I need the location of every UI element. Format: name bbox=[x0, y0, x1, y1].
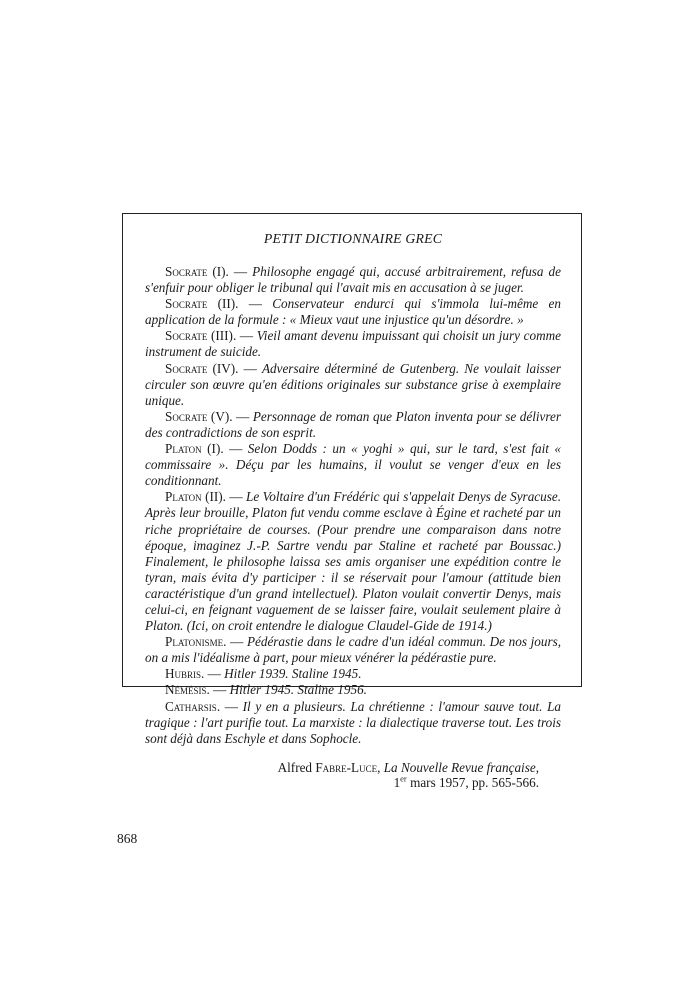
entry-dash: — bbox=[229, 441, 243, 457]
entry-dash: — bbox=[248, 296, 262, 312]
entry-text: Pédérastie dans le cadre d'un idéal commun. De nos jours, on a mis l'idéalisme à part, pour mieux vénérer la pédérastie pure. bbox=[145, 634, 562, 666]
page-number: 868 bbox=[117, 831, 138, 846]
attribution bbox=[145, 760, 561, 791]
entry-term: Socrate bbox=[165, 360, 208, 376]
entry-number: (V). bbox=[210, 408, 233, 424]
entry-text: Adversaire déterminé de Gutenberg. Ne voulait laisser circuler son œuvre qu'en éditions originales sur substance grise à exemplaire unique. bbox=[145, 360, 561, 408]
entry-dash: . — bbox=[201, 666, 221, 682]
attribution-line-1: Alfred Fabre-Luce, La Nouvelle Revue française, bbox=[277, 759, 539, 775]
entry-dash: — bbox=[233, 264, 248, 279]
entry-dash: — bbox=[229, 489, 243, 505]
entry-number: (II). bbox=[217, 296, 239, 312]
entry-platon-1 bbox=[145, 441, 561, 489]
entry-socrate-4 bbox=[145, 361, 561, 409]
publication-day-suffix: er bbox=[400, 774, 407, 785]
entry-number: (I). bbox=[212, 264, 229, 279]
entry-text: Il y en a plusieurs. La chrétienne : l'amour sauve tout. La tragique : l'art purifie tout. La marxiste : la dialectique traverse tout. Les trois sont déjà dans Eschyle et dans Sophocle. bbox=[145, 698, 562, 746]
entry-dash: — bbox=[236, 408, 250, 424]
entry-term: Socrate bbox=[165, 264, 208, 279]
entry-platonisme bbox=[145, 634, 561, 666]
entry-dash: . — bbox=[223, 634, 244, 650]
entry-socrate-2 bbox=[145, 296, 561, 328]
entry-text: Philosophe engagé qui, accusé arbitrairement, refusa de s'enfuir pour obliger le tribunal qui l'avait mis en accusation à se juger. bbox=[145, 264, 561, 296]
entry-term: Némésis bbox=[165, 682, 207, 698]
entry-text: Le Voltaire d'un Frédéric qui s'appelait Denys de Syracuse. Après leur brouille, Platon fut vendu comme esclave à Égine et racheté par un riche propriétaire de courses. (Pour prendre une comparaison dans notre époque, imaginez J.-P. Sartre vendu par Staline et racheté par Boussac.) Finalement, le philosophe laissa ses amis organiser une expédition contre le tyran, mais évita d'y participer : il se réservait pour l'amour (attitude bien caractéristique d'un grand intellectuel). Platon voulait convertir Denys, mais celui-ci, en feignant vaguement de se laisser faire, voulait seulement plaire à Platon. (Ici, on croit entendre le dialogue Claudel-Gide de 1914.) bbox=[145, 489, 562, 634]
entry-text: Personnage de roman que Platon inventa pour se délivrer des contradictions de son esprit. bbox=[145, 408, 562, 440]
entry-term: Platonisme bbox=[165, 634, 224, 650]
entry-text: Hitler 1939. Staline 1945. bbox=[224, 666, 362, 682]
entry-socrate-5 bbox=[145, 409, 561, 441]
entry-dash: . — bbox=[206, 682, 227, 698]
publication-name: La Nouvelle Revue française, bbox=[383, 759, 539, 775]
entry-term: Platon bbox=[165, 441, 202, 457]
entry-number: (III). bbox=[210, 328, 237, 344]
entry-number: (I). bbox=[207, 441, 224, 457]
entry-dash: — bbox=[243, 360, 257, 376]
attribution-line-2 bbox=[145, 775, 539, 791]
entry-platon-2 bbox=[145, 489, 561, 634]
author-last-name: Fabre-Luce bbox=[315, 759, 378, 775]
entry-term: Socrate bbox=[165, 328, 208, 344]
entry-list bbox=[145, 264, 561, 747]
entry-socrate-3 bbox=[145, 328, 561, 360]
entry-text: Conservateur endurci qui s'immola lui-même en application de la formule : « Mieux vaut une injustice qu'un désordre. » bbox=[145, 296, 561, 328]
entry-term: Hubris bbox=[165, 666, 202, 682]
entry-term: Socrate bbox=[165, 408, 208, 424]
author-first-name: Alfred bbox=[277, 759, 313, 775]
entry-dash: . — bbox=[216, 698, 238, 714]
entry-dash: — bbox=[239, 328, 254, 344]
dictionary-box bbox=[122, 213, 582, 791]
box-title: PETIT DICTIONNAIRE GREC bbox=[263, 231, 443, 246]
publication-day: 1 bbox=[393, 775, 401, 791]
entry-hubris bbox=[145, 666, 561, 682]
entry-text: Selon Dodds : un « yoghi » qui, sur le tard, s'est fait « commissaire ». Déçu par les humains, il voulut se venger d'eux en les conditionnant. bbox=[145, 441, 561, 489]
entry-text: Vieil amant devenu impuissant qui choisit un jury comme instrument de suicide. bbox=[145, 328, 561, 360]
entry-term: Platon bbox=[165, 489, 202, 505]
entry-term: Socrate bbox=[165, 296, 208, 312]
entry-socrate-1 bbox=[145, 264, 561, 296]
entry-catharsis bbox=[145, 699, 561, 747]
entry-term: Catharsis bbox=[165, 698, 217, 714]
entry-number: (IV). bbox=[212, 360, 239, 376]
publication-date: mars 1957, pp. 565-566. bbox=[410, 775, 539, 791]
entry-text: Hitler 1945. Staline 1956. bbox=[229, 682, 367, 698]
entry-nemesis bbox=[145, 682, 561, 698]
entry-number: (II). bbox=[205, 489, 226, 505]
